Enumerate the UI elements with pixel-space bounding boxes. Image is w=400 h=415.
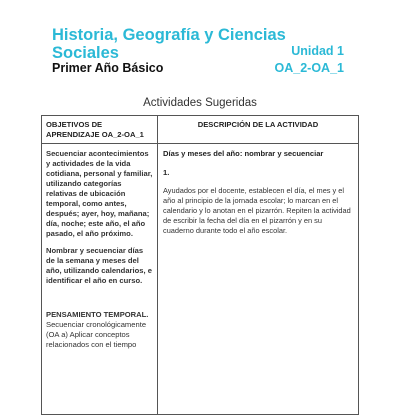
activities-table <box>41 115 359 415</box>
objectives-column-header <box>42 116 158 144</box>
activity-text: Ayudados por el docente, establecen el día, el mes y el año al principio de la jornada escolar; lo marcan en el calendario y lo anotan en el pizarrón. Repiten la actividad de escribir la fecha del día en el pizarrón y en su cuaderno durante todo el año escolar. <box>163 186 351 235</box>
objective-paragraph-3-text: Secuenciar cronológicamente (OA a) Aplicar conceptos relacionados con el tiempo <box>46 320 147 349</box>
grade-label: Primer Año Básico <box>52 61 164 75</box>
objective-paragraph-1: Secuenciar acontecimientos y actividades de la vida cotidiana, personal y familiar, utilizando categorías relativas de ubicación temporal, como antes, después; ayer, hoy, mañana; día, noche; este año, el año pasado, el año próximo. <box>46 149 153 238</box>
objective-paragraph-3-heading: PENSAMIENTO TEMPORAL. <box>46 310 149 319</box>
activity-title: Días y meses del año: nombrar y secuenciar <box>163 149 324 158</box>
description-column-header-text: DESCRIPCIÓN DE LA ACTIVIDAD <box>197 120 319 129</box>
objective-paragraph-2: Nombrar y secuenciar días de la semana y meses del año, utilizando calendarios, e identificar el año en curso. <box>46 246 152 285</box>
description-cell <box>158 144 359 415</box>
table-header-row <box>42 116 359 144</box>
objective-paragraph-3 <box>46 310 153 350</box>
objectives-cell <box>42 144 158 415</box>
description-column-header <box>158 116 359 144</box>
table-row <box>42 144 359 415</box>
objective-code: OA_2-OA_1 <box>274 61 344 75</box>
activity-number: 1. <box>163 168 170 177</box>
section-title: Actividades Sugeridas <box>143 97 257 109</box>
subject-title: Historia, Geografía y Ciencias Sociales <box>52 26 286 62</box>
unit-label: Unidad 1 <box>291 44 344 58</box>
objectives-column-header-text: OBJETIVOS DE APRENDIZAJE OA_2-OA_1 <box>46 120 144 139</box>
